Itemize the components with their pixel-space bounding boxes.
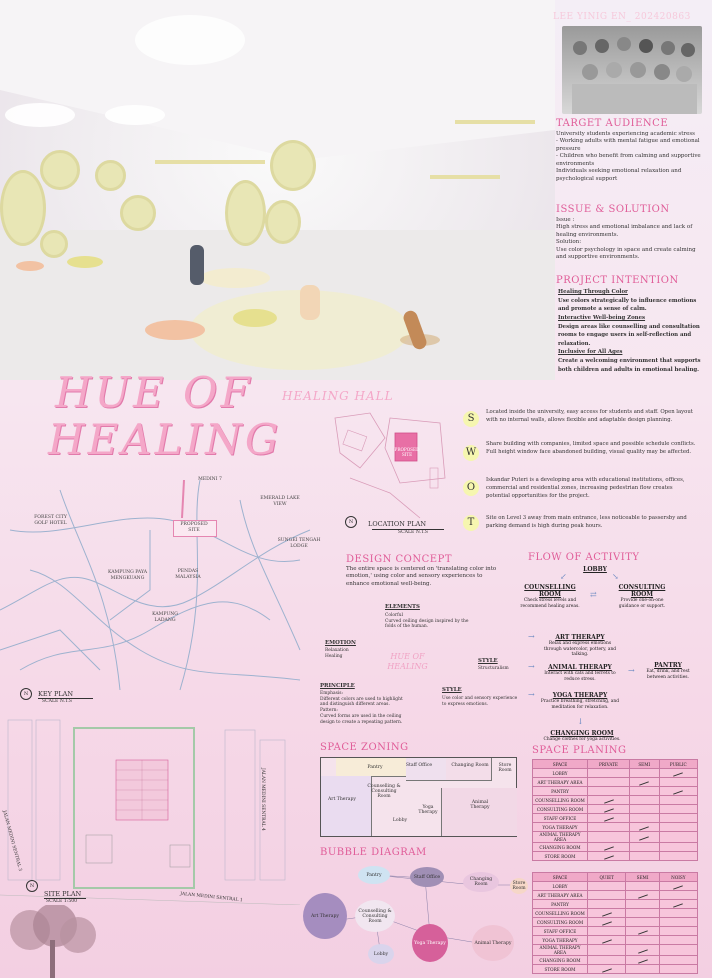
classification-cell <box>659 891 697 900</box>
check-mark-icon <box>604 817 614 821</box>
check-mark-icon <box>602 968 612 972</box>
concept-node-title: STYLE <box>442 687 462 693</box>
key-plan-label: KAMPUNG PAYA MENGKUANG <box>107 570 148 581</box>
classification-cell <box>630 843 660 852</box>
table-header-cell: SPACE <box>533 873 588 882</box>
classification-cell <box>659 918 697 927</box>
flow-node-title: YOGA THERAPY <box>552 692 608 699</box>
render-drawing <box>0 0 555 380</box>
flow-node-text: Check stress levels and recommend healing areas. <box>520 598 580 609</box>
location-plan-map <box>330 408 458 520</box>
check-mark-icon <box>638 949 648 953</box>
zone-label: Staff Office <box>405 763 433 768</box>
check-mark-icon <box>604 799 614 803</box>
key-plan-heading: KEY PLAN <box>38 690 74 698</box>
space-name-cell: CHANGING ROOM <box>533 843 588 852</box>
zone-art-therapy <box>321 776 372 836</box>
flow-node-changing <box>540 730 624 743</box>
classification-cell <box>588 843 630 852</box>
space-planning-table-privacy <box>532 759 698 861</box>
road-label: JALAN MEDINI SENTRAL 1 <box>179 891 243 904</box>
flow-node-title: CONSULTING ROOM <box>618 584 666 598</box>
arrow-icon: → <box>528 690 535 699</box>
check-mark-icon <box>602 921 612 925</box>
key-plan-label: MEDINI 7 <box>198 477 222 482</box>
concept-node-title: PRINCIPLE <box>320 683 355 689</box>
flow-node-text: Interact with cats and ferrets to reduce stress. <box>544 671 616 682</box>
location-plan-heading: LOCATION PLAN <box>368 520 427 528</box>
space-name-cell: YOGA THERAPY <box>533 823 588 832</box>
intention-text: Create a welcoming environment that supports both children and adults in emotional healing. <box>558 358 701 373</box>
classification-cell <box>588 882 626 891</box>
classification-cell <box>630 832 660 843</box>
table-row <box>533 843 698 852</box>
space-name-cell: STAFF OFFICE <box>533 814 588 823</box>
north-arrow-icon: N <box>20 688 32 700</box>
classification-cell <box>588 936 626 945</box>
classification-cell <box>588 956 626 965</box>
table-header-cell: SPACE <box>533 760 588 769</box>
classification-cell <box>588 796 630 805</box>
bubble-pantry: Pantry <box>358 866 390 884</box>
table-header-cell: PRIVATE <box>588 760 630 769</box>
classification-cell <box>626 882 659 891</box>
table-header-cell: PUBLIC <box>659 760 698 769</box>
concept-node-title: EMOTION <box>325 640 356 646</box>
intention-title: Interactive Well-being Zones <box>558 314 646 321</box>
road-label: JALAN MEDINI SENTRAL 3 <box>1 810 23 872</box>
space-name-cell: ANIMAL THERAPY AREA <box>533 832 588 843</box>
flow-node-title: PANTRY <box>654 662 682 669</box>
classification-cell <box>588 832 630 843</box>
classification-cell <box>626 900 659 909</box>
swot-text: Located inside the university, easy access for students and staff. Open layout with no internal walls, allows flexible and adaptable design planning. <box>486 409 693 424</box>
check-mark-icon <box>673 772 683 776</box>
check-mark-icon <box>638 959 648 963</box>
table-row <box>533 945 698 956</box>
table-row <box>533 900 698 909</box>
table-row <box>533 909 698 918</box>
flow-heading: FLOW OF ACTIVITY <box>528 552 640 563</box>
swot-text: Iskandar Puteri is a developing area with educational institutions, offices, commercial and residential zones, increasing pedestrian flow creates potential opportunities for the project. <box>486 477 685 500</box>
zone-label: Changing Room <box>451 763 489 768</box>
table-header-cell: NOISY <box>659 873 697 882</box>
space-name-cell: STAFF OFFICE <box>533 927 588 936</box>
classification-cell <box>630 787 660 796</box>
space-name-cell: YOGA THERAPY <box>533 936 588 945</box>
intention-title: Inclusive for All Ages <box>558 349 623 356</box>
classification-cell <box>659 945 697 956</box>
concept-node-title: STYLE <box>478 658 498 664</box>
classification-cell <box>626 965 659 974</box>
table-row <box>533 956 698 965</box>
key-plan-label: SUNGEI TENGAH LODGE <box>277 538 321 549</box>
classification-cell <box>659 787 698 796</box>
table-row <box>533 936 698 945</box>
table-row <box>533 805 698 814</box>
road-label: JALAN MEDINI SENTRAL 4 <box>260 768 265 831</box>
space-planning-table-noise <box>532 872 698 974</box>
classification-cell <box>588 965 626 974</box>
bubble-changing-room: Changing Room <box>463 872 499 892</box>
classification-cell <box>630 778 660 787</box>
ceiling-pod <box>0 170 46 246</box>
classification-cell <box>588 805 630 814</box>
classification-cell <box>588 778 630 787</box>
classification-cell <box>659 769 698 778</box>
flow-node-counselling <box>518 584 582 609</box>
classification-cell <box>588 918 626 927</box>
bubble-art-therapy: Art Therapy <box>303 893 347 939</box>
check-mark-icon <box>638 894 648 898</box>
check-mark-icon <box>604 855 614 859</box>
classification-cell <box>659 909 697 918</box>
classification-cell <box>659 936 697 945</box>
check-mark-icon <box>604 846 614 850</box>
flow-node-text: Practice breathing, stretching, and meditation for relaxation. <box>540 699 620 710</box>
classification-cell <box>588 900 626 909</box>
space-name-cell: COUNSELLING ROOM <box>533 909 588 918</box>
table-row <box>533 769 698 778</box>
concept-node-title: ELEMENTS <box>385 604 420 610</box>
flow-node-consulting <box>610 584 674 609</box>
check-mark-icon <box>673 885 683 889</box>
bubble-staff-office: Staff Office <box>410 867 444 887</box>
ceiling-pod <box>270 140 316 191</box>
swot-text: Share building with companies, limited space and possible schedule conflicts. Full height window face abandoned building, visual quality may be affected. <box>486 441 696 456</box>
zone-animal-therapy <box>441 788 517 836</box>
table-row <box>533 882 698 891</box>
space-name-cell: LOBBY <box>533 882 588 891</box>
title-line-2: HEALING <box>48 415 282 464</box>
swot-letter: O <box>463 480 479 496</box>
swot-letter: S <box>463 411 479 427</box>
key-plan-label: EMERALD LAKE VIEW <box>260 496 300 507</box>
bubble-lobby: Lobby <box>368 944 394 964</box>
check-mark-icon <box>639 826 649 830</box>
arrow-icon: → <box>628 666 635 675</box>
zone-label: Yoga Therapy <box>418 805 438 815</box>
target-audience-heading: TARGET AUDIENCE <box>556 118 669 129</box>
space-name-cell: ART THERAPY AREA <box>533 778 588 787</box>
concept-node-text: Emphasis: Different colors are used to highlight and distinguish different areas. Pattern: Curved forms are used in the ceiling design to create a repeating pattern. <box>320 691 403 725</box>
intention-text: Use colors strategically to influence emotions and promote a sense of calm. <box>558 297 697 313</box>
check-mark-icon <box>602 912 612 916</box>
flow-node-title: CHANGING ROOM <box>550 730 614 737</box>
zone-staff-office <box>406 758 447 781</box>
classification-cell <box>588 909 626 918</box>
flow-node-yoga <box>540 692 620 710</box>
space-name-cell: ART THERAPY AREA <box>533 891 588 900</box>
intention-text: Design areas like counselling and consultation rooms to engage users in self-reflection and relaxation. <box>558 323 700 347</box>
ceiling-pod <box>95 160 126 191</box>
arrow-icon: ↙ <box>560 572 567 581</box>
table-row <box>533 787 698 796</box>
intention-title: Healing Through Color <box>558 289 628 295</box>
key-plan-label: PENDAS MALAYSIA <box>175 569 201 580</box>
check-mark-icon <box>673 903 683 907</box>
zone-label: Art Therapy <box>327 797 357 802</box>
classification-cell <box>588 852 630 861</box>
check-mark-icon <box>602 939 612 943</box>
classification-cell <box>588 891 626 900</box>
classification-cell <box>588 814 630 823</box>
key-plan-label: PROPOSED SITE <box>180 522 208 533</box>
zone-label: Counselling & Consulting Room <box>367 784 401 799</box>
target-audience-text: University students experiencing academic stress - Working adults with mental fatigue and emotional pressure - Children who benefit from calming and supportive environments Individuals seeking emotional relaxation and psychological support <box>556 131 701 182</box>
ceiling-pod <box>40 150 80 190</box>
flow-node-title: ART THERAPY <box>555 634 605 641</box>
classification-cell <box>659 843 698 852</box>
concept-node-text: Structuralism <box>478 666 509 671</box>
table-row <box>533 832 698 843</box>
classification-cell <box>659 823 698 832</box>
classification-cell <box>626 909 659 918</box>
check-mark-icon <box>638 930 648 934</box>
classification-cell <box>630 814 660 823</box>
site-plan-heading: SITE PLAN <box>44 890 82 898</box>
bubble-diagram-heading: BUBBLE DIAGRAM <box>320 847 427 858</box>
arrow-icon: ⇄ <box>590 590 597 599</box>
flow-node-title: LOBBY <box>583 566 607 573</box>
table-row <box>533 965 698 974</box>
title-line-1: HUE OF <box>55 368 253 417</box>
zone-label: Lobby <box>392 818 408 823</box>
swot-letter: W <box>463 445 479 461</box>
classification-cell <box>626 945 659 956</box>
flow-node-art <box>540 634 620 658</box>
check-mark-icon <box>673 790 683 794</box>
interior-render <box>0 0 555 380</box>
classification-cell <box>626 936 659 945</box>
project-intention-heading: PROJECT INTENTION <box>556 275 679 286</box>
project-intention-list <box>558 288 703 374</box>
classification-cell <box>659 882 697 891</box>
concept-node-text: Relaxation Healing <box>325 648 349 659</box>
flow-node-text: Eat, drink, and rest between activities. <box>646 669 690 680</box>
classification-cell <box>626 918 659 927</box>
table-row <box>533 823 698 832</box>
flow-node-title: ANIMAL THERAPY <box>548 664 612 671</box>
classification-cell <box>588 945 626 956</box>
bubble-store-room: Store Room <box>510 878 528 894</box>
table-row <box>533 927 698 936</box>
table-row <box>533 918 698 927</box>
table-header-cell: QUIET <box>588 873 626 882</box>
classification-cell <box>626 956 659 965</box>
flow-node-text: Provide one-on-one guidance or support. <box>618 598 666 609</box>
location-plan-scale: SCALE N.T.S <box>398 530 429 535</box>
space-name-cell: ANIMAL THERAPY AREA <box>533 945 588 956</box>
person-figure <box>300 285 320 320</box>
table-row <box>533 814 698 823</box>
space-name-cell: COUNSELLING ROOM <box>533 796 588 805</box>
key-plan-label: KAMPUNG LADANG <box>152 612 178 623</box>
classification-cell <box>659 805 698 814</box>
table-header-cell: SEMI <box>626 873 659 882</box>
design-concept-heading: DESIGN CONCEPT <box>346 554 452 565</box>
classification-cell <box>588 823 630 832</box>
check-mark-icon <box>639 781 649 785</box>
classification-cell <box>659 778 698 787</box>
north-arrow-icon: N <box>345 516 357 528</box>
classification-cell <box>659 927 697 936</box>
issue-solution-text: Issue : High stress and emotional imbalance and lack of healing environments. Solution: Use color psychology in space and create calming and supportive environments. <box>556 217 696 261</box>
classification-cell <box>659 852 698 861</box>
classification-cell <box>588 769 630 778</box>
issue-solution-heading: ISSUE & SOLUTION <box>556 204 670 215</box>
classification-cell <box>659 814 698 823</box>
space-planning-heading: SPACE PLANING <box>532 745 627 756</box>
tree-illustration <box>0 905 110 978</box>
table-row <box>533 891 698 900</box>
space-name-cell: STORE ROOM <box>533 852 588 861</box>
space-name-cell: PANTRY <box>533 900 588 909</box>
classification-cell <box>626 927 659 936</box>
person-figure <box>190 245 204 285</box>
table-header-cell: SEMI <box>630 760 660 769</box>
space-name-cell: CONSULTING ROOM <box>533 805 588 814</box>
zone-label: Animal Therapy <box>470 800 490 810</box>
key-plan-label: FOREST CITY GOLF HOTEL <box>34 515 67 526</box>
classification-cell <box>659 900 697 909</box>
concept-center: HUE OF HEALING <box>387 652 428 671</box>
design-concept-text: The entire space is centered on 'translating color into emotion,' using color and sensory experiences to enhance emotional well-being. <box>346 566 497 587</box>
ceiling-pod <box>225 180 266 246</box>
zone-label: Store Room <box>498 763 512 773</box>
arrow-icon: ↓ <box>577 717 584 726</box>
author-id: LEE YINIG EN_ 202420863 <box>553 12 691 22</box>
space-name-cell: PANTRY <box>533 787 588 796</box>
arrow-icon: ↘ <box>612 572 619 581</box>
bubble-yoga-therapy: Yoga Therapy <box>412 924 448 962</box>
site-plan-drawing <box>0 710 300 905</box>
classification-cell <box>588 787 630 796</box>
flow-node-text: Relax and express emotions through watercolor, pottery, and talking. <box>543 641 617 658</box>
space-name-cell: CHANGING ROOM <box>533 956 588 965</box>
classification-cell <box>659 965 697 974</box>
swot-text: Site on Level 3 away from main entrance, less noticeable to passersby and parking demand is high during peak hours. <box>486 515 687 530</box>
space-name-cell: CONSULTING ROOM <box>533 918 588 927</box>
ceiling-pod <box>40 230 68 258</box>
audience-photo <box>562 26 702 114</box>
proposed-site-label: PROPOSED SITE <box>394 447 420 458</box>
classification-cell <box>626 891 659 900</box>
arrow-icon: → <box>528 632 535 641</box>
check-mark-icon <box>604 808 614 812</box>
arrow-icon: → <box>528 662 535 671</box>
site-plan-scale: SCALE 1:500 <box>46 899 78 904</box>
classification-cell <box>630 769 660 778</box>
classification-cell <box>630 852 660 861</box>
classification-cell <box>630 823 660 832</box>
space-name-cell: STORE ROOM <box>533 965 588 974</box>
table-row <box>533 778 698 787</box>
classification-cell <box>630 805 660 814</box>
title-subtitle: HEALING HALL <box>282 389 394 403</box>
swot-letter: T <box>463 515 479 531</box>
classification-cell <box>659 956 697 965</box>
classification-cell <box>659 832 698 843</box>
flow-node-pantry <box>640 662 696 680</box>
north-arrow-icon: N <box>26 880 38 892</box>
table-row <box>533 852 698 861</box>
audience-photo-drawing <box>562 26 702 114</box>
space-zoning-heading: SPACE ZONING <box>320 742 409 753</box>
zone-label: Pantry <box>367 765 383 770</box>
bubble-counselling: Counselling & Consulting Room <box>355 900 395 932</box>
space-name-cell: LOBBY <box>533 769 588 778</box>
classification-cell <box>588 927 626 936</box>
concept-node-text: Use color and sensory experience to express emotions. <box>442 696 518 707</box>
flow-node-text: Change clothes for yoga activities. <box>543 737 621 742</box>
ceiling-pod <box>120 195 156 231</box>
key-plan-scale: SCALE N.T.S <box>42 699 73 704</box>
concept-node-text: Colorful Curved ceiling design inspired by the folds of the human. <box>385 613 469 630</box>
bubble-animal-therapy: Animal Therapy <box>472 925 514 961</box>
classification-cell <box>659 796 698 805</box>
zone-changing-room <box>446 758 492 781</box>
flow-node-animal <box>540 664 620 682</box>
flow-node-title: COUNSELLING ROOM <box>524 584 576 598</box>
classification-cell <box>630 796 660 805</box>
table-row <box>533 796 698 805</box>
ceiling-pod <box>265 200 301 244</box>
check-mark-icon <box>639 836 649 840</box>
